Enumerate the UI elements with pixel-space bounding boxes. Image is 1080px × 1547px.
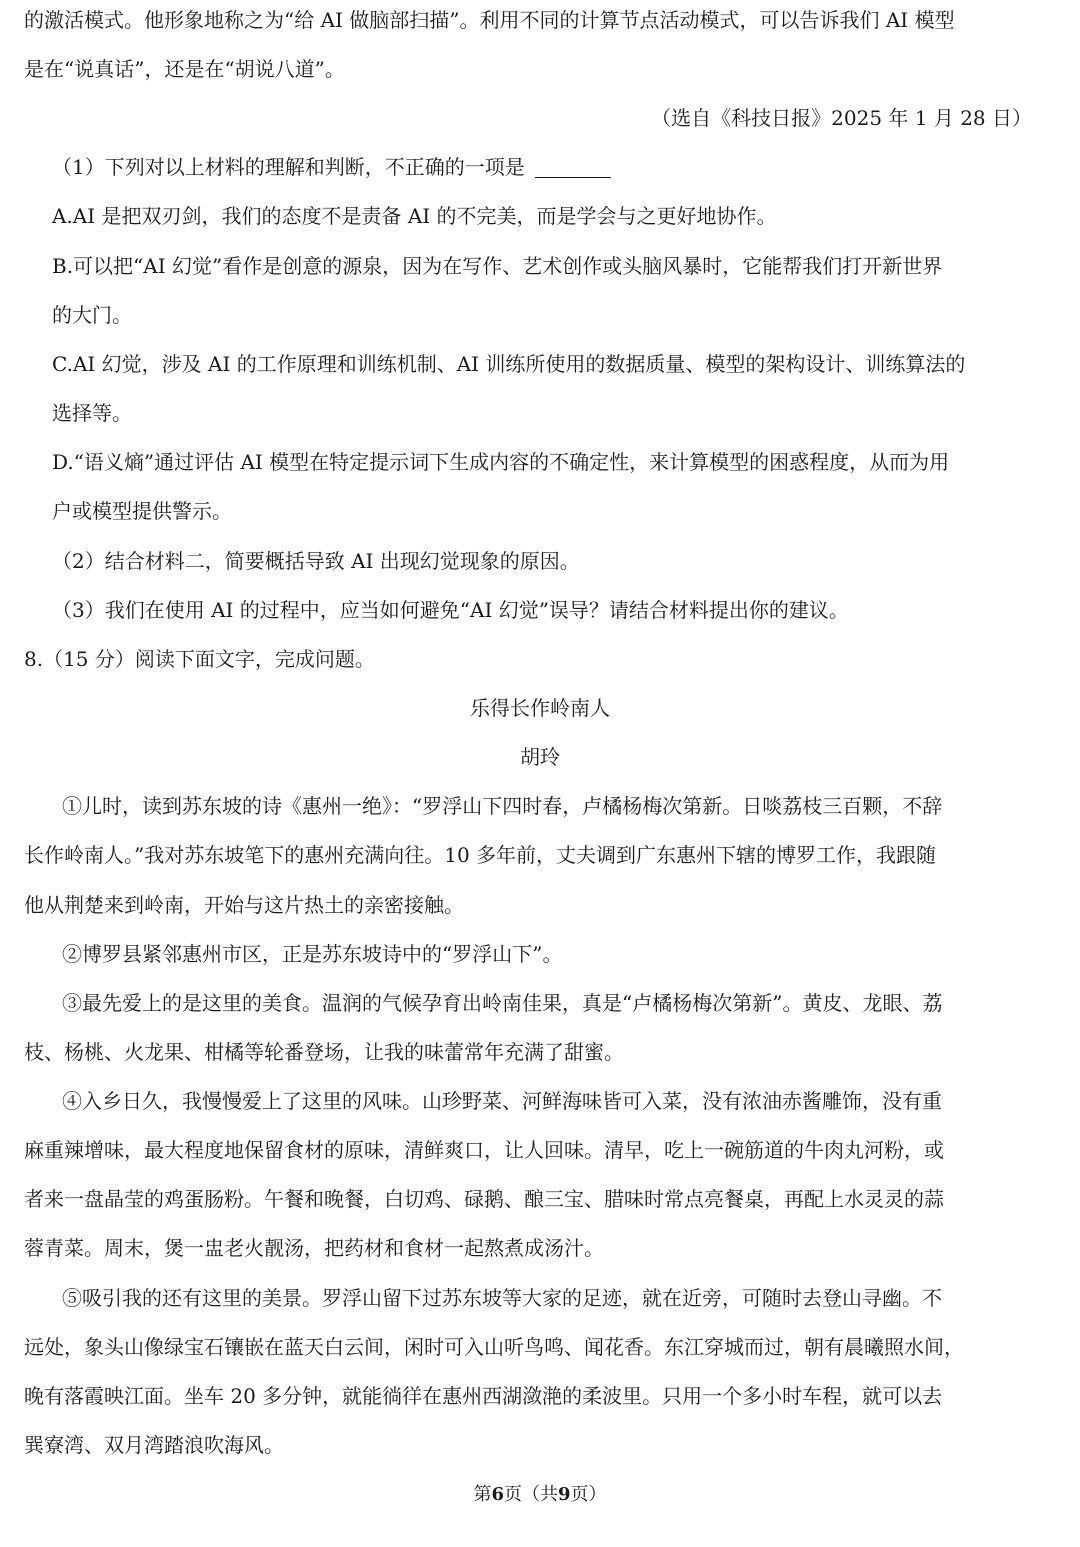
q7-sub2: （2）结合材料二，简要概括导致 AI 出现幻觉现象的原因。 xyxy=(52,549,580,573)
paragraph-5-line-1: ⑤吸引我的还有这里的美景。罗浮山留下过苏东坡等大家的足迹，就在近旁，可随时去登山寻幽。不 xyxy=(62,1286,942,1310)
q7-option-a: A.AI 是把双刃剑，我们的态度不是责备 AI 的不完美，而是学会与之更好地协作。 xyxy=(52,204,777,228)
paragraph-2-line-1: ②博罗县紧邻惠州市区，正是苏东坡诗中的“罗浮山下”。 xyxy=(62,942,563,966)
footer-prefix: 第 xyxy=(473,1484,492,1505)
q7-sub1-text: （1）下列对以上材料的理解和判断，不正确的一项是 xyxy=(52,155,525,179)
page-footer xyxy=(0,1482,1080,1508)
q7-option-c-line-2: 选择等。 xyxy=(52,401,132,425)
paragraph-4-line-2: 麻重辣增味，最大程度地保留食材的原味，清鲜爽口，让人回味。清早，吃上一碗筋道的牛肉丸河粉，或 xyxy=(24,1138,944,1162)
paragraph-4-line-4: 蓉青菜。周末，煲一盅老火靓汤，把药材和食材一起熬煮成汤汁。 xyxy=(24,1236,604,1260)
paragraph-3-line-1: ③最先爱上的是这里的美食。温润的气候孕育出岭南佳果，真是“卢橘杨梅次第新”。黄皮、龙眼、荔 xyxy=(62,991,943,1015)
paragraph-5-line-3: 晚有落霞映江面。坐车 20 多分钟，就能徜徉在惠州西湖潋滟的柔波里。只用一个多小时车程，就可以去 xyxy=(24,1384,943,1408)
continuation-line-1: 的激活模式。他形象地称之为“给 AI 做脑部扫描”。利用不同的计算节点活动模式，可以告诉我们 AI 模型 xyxy=(24,8,955,32)
footer-page-number: 6 xyxy=(491,1484,504,1505)
article-title: 乐得长作岭南人 xyxy=(470,696,610,720)
source-citation: （选自《科技日报》2025 年 1 月 28 日） xyxy=(651,106,1032,130)
paragraph-5-line-2: 远处，象头山像绿宝石镶嵌在蓝天白云间，闲时可入山听鸟鸣、闻花香。东江穿城而过，朝有晨曦照水间， xyxy=(24,1335,964,1359)
paragraph-1-line-2: 长作岭南人。”我对苏东坡笔下的惠州充满向往。10 多年前，丈夫调到广东惠州下辖的博罗工作，我跟随 xyxy=(24,843,937,867)
footer-middle: 页（共 xyxy=(504,1484,558,1505)
paragraph-3-line-2: 枝、杨桃、火龙果、柑橘等轮番登场，让我的味蕾常年充满了甜蜜。 xyxy=(24,1040,624,1064)
q7-option-d-line-1: D.“语义熵”通过评估 AI 模型在特定提示词下生成内容的不确定性，来计算模型的困惑程度，从而为用 xyxy=(52,450,950,474)
footer-total-pages: 9 xyxy=(558,1484,571,1505)
paragraph-4-line-1: ④入乡日久，我慢慢爱上了这里的风味。山珍野菜、河鲜海味皆可入菜，没有浓油赤酱雕饰，没有重 xyxy=(62,1089,942,1113)
footer-suffix: 页） xyxy=(570,1484,607,1505)
article-author: 胡玲 xyxy=(520,745,560,769)
q7-sub3: （3）我们在使用 AI 的过程中，应当如何避免“AI 幻觉”误导？请结合材料提出你的建议。 xyxy=(52,598,849,622)
q7-option-b-line-2: 的大门。 xyxy=(52,303,132,327)
continuation-line-2: 是在“说真话”，还是在“胡说八道”。 xyxy=(24,57,345,81)
paragraph-5-line-4: 巽寮湾、双月湾踏浪吹海风。 xyxy=(24,1433,284,1457)
q8-heading: 8.（15 分）阅读下面文字，完成问题。 xyxy=(24,647,375,671)
answer-blank xyxy=(535,157,611,178)
q7-option-c-line-1: C.AI 幻觉，涉及 AI 的工作原理和训练机制、AI 训练所使用的数据质量、模型的架构设计、训练算法的 xyxy=(52,352,966,376)
paragraph-4-line-3: 者来一盘晶莹的鸡蛋肠粉。午餐和晚餐，白切鸡、碌鹅、酿三宝、腊味时常点亮餐桌，再配上水灵灵的蒜 xyxy=(24,1187,944,1211)
paragraph-1-line-3: 他从荆楚来到岭南，开始与这片热土的亲密接触。 xyxy=(24,893,464,917)
q7-sub1-prompt xyxy=(52,152,1036,182)
paragraph-1-line-1: ①儿时，读到苏东坡的诗《惠州一绝》：“罗浮山下四时春，卢橘杨梅次第新。日啖荔枝三百颗，不辞 xyxy=(62,794,943,818)
q7-option-b-line-1: B.可以把“AI 幻觉”看作是创意的源泉，因为在写作、艺术创作或头脑风暴时，它能帮我们打开新世界 xyxy=(52,254,943,278)
q7-option-d-line-2: 户或模型提供警示。 xyxy=(52,499,232,523)
